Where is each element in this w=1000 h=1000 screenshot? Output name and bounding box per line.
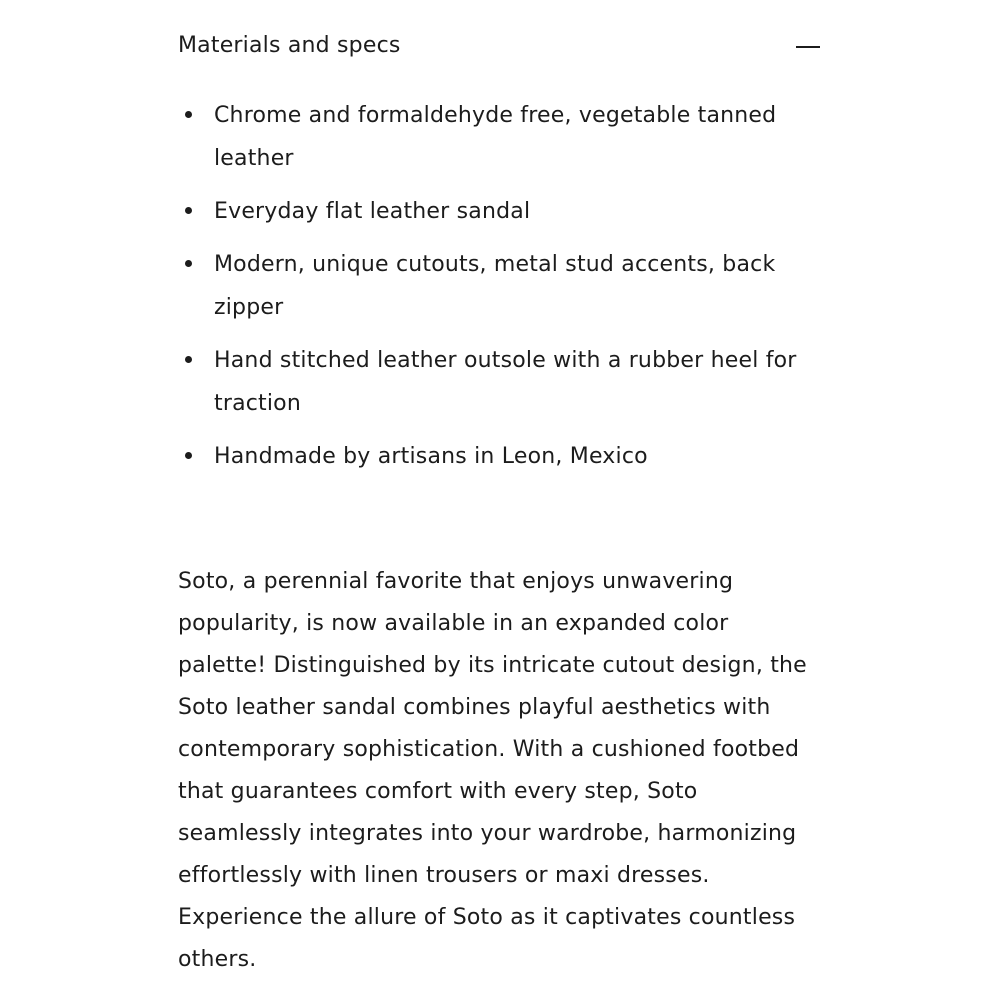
list-item bbox=[178, 435, 820, 478]
list-item-text: Handmade by artisans in Leon, Mexico bbox=[214, 444, 648, 469]
bullet-icon bbox=[185, 356, 192, 363]
materials-accordion bbox=[178, 0, 820, 488]
minus-icon[interactable] bbox=[796, 35, 820, 59]
list-item-text: Modern, unique cutouts, metal stud accents, back zipper bbox=[214, 252, 776, 320]
specs-list bbox=[178, 94, 820, 478]
accordion-title: Materials and specs bbox=[178, 33, 401, 58]
bullet-icon bbox=[185, 111, 192, 118]
list-item bbox=[178, 243, 820, 329]
accordion-header[interactable] bbox=[178, 0, 820, 94]
bullet-icon bbox=[185, 260, 192, 267]
list-item bbox=[178, 339, 820, 425]
list-item-text: Hand stitched leather outsole with a rubber heel for traction bbox=[214, 348, 797, 416]
bullet-icon bbox=[185, 207, 192, 214]
bullet-icon bbox=[185, 452, 192, 459]
list-item bbox=[178, 94, 820, 180]
product-description: Soto, a perennial favorite that enjoys unwavering popularity, is now available in an expanded color palette! Distinguished by its intricate cutout design, the Soto leather sandal combines playful aesthetics with contemporary sophistication. With a cushioned footbed that guarantees comfort with every step, Soto seamlessly integrates into your wardrobe, harmonizing effortlessly with linen trousers or maxi dresses. Experience the allure of Soto as it captivates countless others. bbox=[178, 569, 807, 972]
list-item bbox=[178, 190, 820, 233]
list-item-text: Everyday flat leather sandal bbox=[214, 199, 531, 224]
list-item-text: Chrome and formaldehyde free, vegetable tanned leather bbox=[214, 103, 777, 171]
